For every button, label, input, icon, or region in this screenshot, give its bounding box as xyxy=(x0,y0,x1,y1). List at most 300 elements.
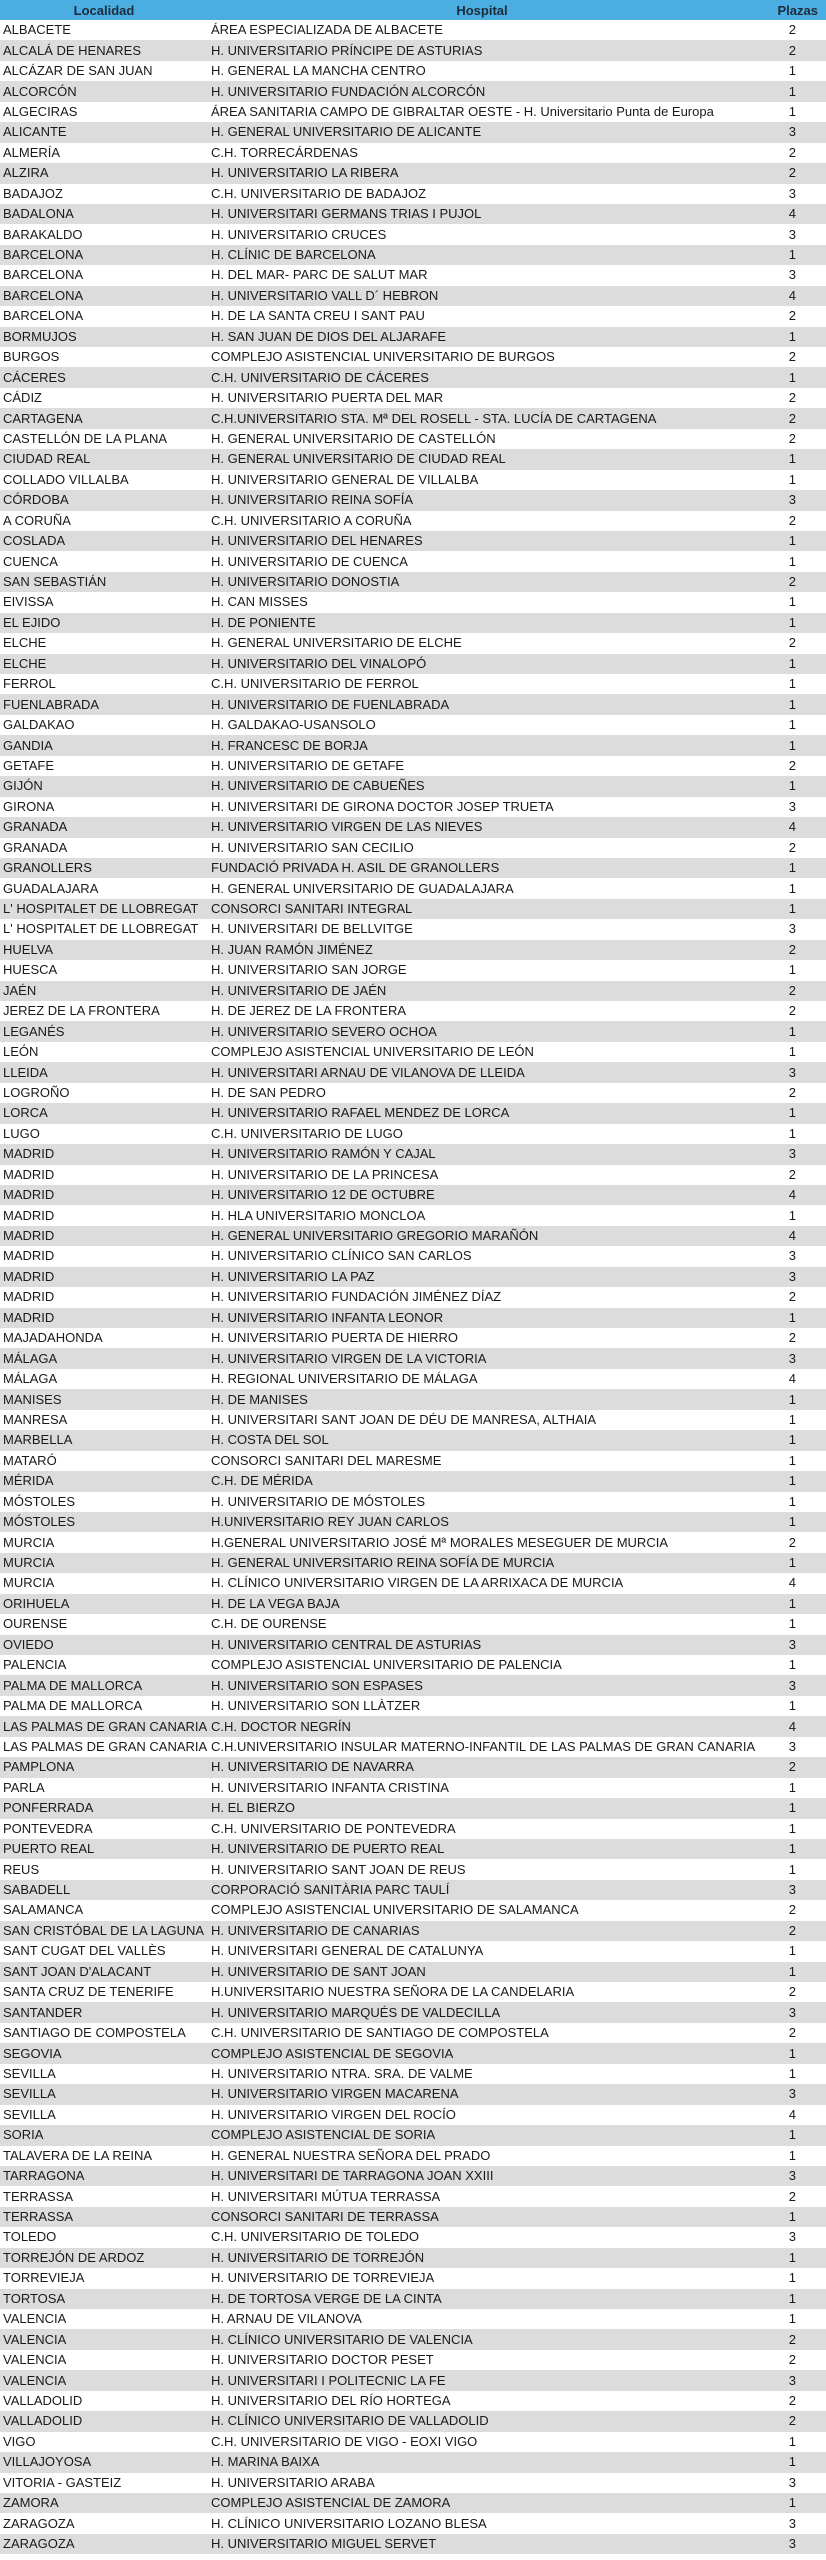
table-row xyxy=(0,1144,826,1164)
cell-hospital: H. UNIVERSITARIO FUNDACIÓN ALCORCÓN xyxy=(211,83,486,99)
cell-localidad: REUS xyxy=(3,1861,40,1877)
cell-hospital: H. UNIVERSITARIO REINA SOFÍA xyxy=(211,492,414,508)
cell-hospital: H. UNIVERSITARIO CLÍNICO SAN CARLOS xyxy=(211,1248,472,1264)
table-body xyxy=(0,20,826,2554)
cell-plazas: 1 xyxy=(788,1861,796,1877)
cell-localidad: CARTAGENA xyxy=(3,410,83,426)
cell-localidad: PAMPLONA xyxy=(3,1759,75,1775)
cell-plazas: 3 xyxy=(788,2229,796,2245)
cell-hospital: H. GENERAL UNIVERSITARIO DE ALICANTE xyxy=(211,124,482,140)
cell-plazas: 1 xyxy=(788,2209,796,2225)
cell-localidad: SANTANDER xyxy=(3,2004,83,2020)
cell-plazas: 2 xyxy=(788,1534,796,1550)
cell-plazas: 3 xyxy=(788,921,796,937)
cell-hospital: C.H. UNIVERSITARIO DE SANTIAGO DE COMPOSTELA xyxy=(211,2025,549,2041)
table-row xyxy=(0,2268,826,2288)
cell-plazas: 1 xyxy=(788,737,796,753)
table-row xyxy=(0,1900,826,1920)
table-row xyxy=(0,511,826,531)
cell-plazas: 2 xyxy=(788,308,796,324)
cell-plazas: 3 xyxy=(788,798,796,814)
cell-hospital: H. UNIVERSITARIO SON LLÀTZER xyxy=(211,1698,421,1714)
cell-hospital: H. GENERAL UNIVERSITARIO DE GUADALAJARA xyxy=(211,880,514,896)
cell-localidad: CÓRDOBA xyxy=(3,492,69,508)
cell-hospital: C.H. UNIVERSITARIO DE LUGO xyxy=(211,1125,403,1141)
cell-plazas: 4 xyxy=(788,819,796,835)
cell-plazas: 1 xyxy=(788,1555,796,1571)
cell-hospital: H. UNIVERSITARI GERMANS TRIAS I PUJOL xyxy=(211,206,482,222)
table-row xyxy=(0,1471,826,1491)
cell-plazas: 1 xyxy=(788,471,796,487)
cell-plazas: 2 xyxy=(788,1984,796,2000)
table-row xyxy=(0,2350,826,2370)
table-row xyxy=(0,1492,826,1512)
cell-plazas: 3 xyxy=(788,124,796,140)
cell-localidad: LUGO xyxy=(3,1125,40,1141)
cell-plazas: 1 xyxy=(788,594,796,610)
cell-plazas: 3 xyxy=(788,1064,796,1080)
cell-hospital: H. UNIVERSITARI I POLITECNIC LA FE xyxy=(211,2372,446,2388)
cell-hospital: H. UNIVERSITARIO PUERTA DEL MAR xyxy=(211,390,444,406)
cell-localidad: BARAKALDO xyxy=(3,226,83,242)
cell-hospital: H. UNIVERSITARIO DE PUERTO REAL xyxy=(211,1841,445,1857)
cell-localidad: TORREJÓN DE ARDOZ xyxy=(3,2249,145,2265)
table-row xyxy=(0,1512,826,1532)
column-header-localidad: Localidad xyxy=(0,0,208,20)
cell-plazas: 1 xyxy=(788,369,796,385)
cell-plazas: 1 xyxy=(788,533,796,549)
column-header-hospital: Hospital xyxy=(208,0,756,20)
cell-localidad: ALZIRA xyxy=(3,165,49,181)
cell-plazas: 1 xyxy=(788,1820,796,1836)
cell-localidad: JAÉN xyxy=(3,982,37,998)
cell-hospital: C.H. DE OURENSE xyxy=(211,1616,327,1632)
table-row xyxy=(0,1246,826,1266)
table-row xyxy=(0,2309,826,2329)
table-row xyxy=(0,449,826,469)
cell-localidad: VALENCIA xyxy=(3,2331,67,2347)
table-row xyxy=(0,1921,826,1941)
cell-hospital: H. UNIVERSITARIO DEL RÍO HORTEGA xyxy=(211,2392,451,2408)
cell-hospital: COMPLEJO ASISTENCIAL DE SORIA xyxy=(211,2127,436,2143)
cell-localidad: SEVILLA xyxy=(3,2086,56,2102)
cell-plazas: 1 xyxy=(788,2311,796,2327)
cell-hospital: H. UNIVERSITARIO GENERAL DE VILLALBA xyxy=(211,471,479,487)
table-row xyxy=(0,981,826,1001)
cell-hospital: H. DE LA VEGA BAJA xyxy=(211,1595,340,1611)
cell-localidad: MADRID xyxy=(3,1228,55,1244)
table-row xyxy=(0,1655,826,1675)
cell-plazas: 3 xyxy=(788,1146,796,1162)
cell-plazas: 1 xyxy=(788,1779,796,1795)
cell-plazas: 1 xyxy=(788,1698,796,1714)
table-row xyxy=(0,1553,826,1573)
table-row xyxy=(0,2146,826,2166)
table-row xyxy=(0,633,826,653)
table-row xyxy=(0,674,826,694)
cell-hospital: C.H.UNIVERSITARIO STA. Mª DEL ROSELL - STA. LUCÍA DE CARTAGENA xyxy=(211,410,657,426)
cell-hospital: H. UNIVERSITARIO MARQUÉS DE VALDECILLA xyxy=(211,2004,501,2020)
cell-hospital: H. COSTA DEL SOL xyxy=(211,1432,329,1448)
cell-hospital: H. UNIVERSITARIO SEVERO OCHOA xyxy=(211,1023,437,1039)
cell-hospital: H. UNIVERSITARIO MIGUEL SERVET xyxy=(211,2536,437,2552)
cell-hospital: H. DE SAN PEDRO xyxy=(211,1084,326,1100)
table-row xyxy=(0,1614,826,1634)
cell-plazas: 2 xyxy=(788,574,796,590)
table-row xyxy=(0,286,826,306)
cell-hospital: CONSORCI SANITARI DEL MARESME xyxy=(211,1452,442,1468)
cell-hospital: H. CLÍNICO UNIVERSITARIO DE VALLADOLID xyxy=(211,2413,489,2429)
cell-hospital: C.H.UNIVERSITARIO INSULAR MATERNO-INFANTIL DE LAS PALMAS DE GRAN CANARIA xyxy=(211,1738,756,1754)
cell-localidad: MADRID xyxy=(3,1187,55,1203)
cell-hospital: COMPLEJO ASISTENCIAL UNIVERSITARIO DE SALAMANCA xyxy=(211,1902,579,1918)
cell-hospital: H.UNIVERSITARIO REY JUAN CARLOS xyxy=(211,1514,449,1530)
table-row xyxy=(0,2411,826,2431)
cell-localidad: TARRAGONA xyxy=(3,2168,85,2184)
cell-hospital: H. UNIVERSITARIO DE TORREVIEJA xyxy=(211,2270,435,2286)
cell-plazas: 1 xyxy=(788,2454,796,2470)
cell-localidad: COSLADA xyxy=(3,533,66,549)
cell-localidad: PALMA DE MALLORCA xyxy=(3,1698,143,1714)
cell-plazas: 1 xyxy=(788,860,796,876)
cell-localidad: ALCÁZAR DE SAN JUAN xyxy=(3,63,153,79)
table-row xyxy=(0,388,826,408)
cell-plazas: 1 xyxy=(788,1493,796,1509)
cell-hospital: H. UNIVERSITARIO DE NAVARRA xyxy=(211,1759,414,1775)
cell-hospital: CORPORACIÓ SANITÀRIA PARC TAULÍ xyxy=(211,1882,450,1898)
cell-hospital: H. UNIVERSITARIO SAN CECILIO xyxy=(211,839,414,855)
table-row xyxy=(0,408,826,428)
table-row xyxy=(0,613,826,633)
cell-hospital: H. UNIVERSITARI ARNAU DE VILANOVA DE LLEIDA xyxy=(211,1064,525,1080)
cell-hospital: H. HLA UNIVERSITARIO MONCLOA xyxy=(211,1207,426,1223)
cell-plazas: 4 xyxy=(788,1575,796,1591)
cell-plazas: 2 xyxy=(788,430,796,446)
cell-hospital: C.H. TORRECÁRDENAS xyxy=(211,144,358,160)
cell-localidad: MURCIA xyxy=(3,1555,55,1571)
cell-plazas: 1 xyxy=(788,1616,796,1632)
cell-hospital: H. GALDAKAO-USANSOLO xyxy=(211,717,376,733)
cell-hospital: H. UNIVERSITARIO SON ESPASES xyxy=(211,1677,423,1693)
table-row xyxy=(0,20,826,40)
cell-localidad: EL EJIDO xyxy=(3,614,61,630)
cell-hospital: H. UNIVERSITARIO DE LA PRINCESA xyxy=(211,1166,439,1182)
cell-hospital: H. UNIVERSITARIO DE SANT JOAN xyxy=(211,1963,426,1979)
cell-hospital: H. UNIVERSITARIO CRUCES xyxy=(211,226,387,242)
cell-hospital: H. UNIVERSITARIO VIRGEN DE LA VICTORIA xyxy=(211,1350,487,1366)
cell-hospital: H. CLÍNICO UNIVERSITARIO LOZANO BLESA xyxy=(211,2515,487,2531)
cell-localidad: PONFERRADA xyxy=(3,1800,94,1816)
cell-hospital: H. GENERAL NUESTRA SEÑORA DEL PRADO xyxy=(211,2147,491,2163)
table-row xyxy=(0,899,826,919)
cell-hospital: H. UNIVERSITARIO DE CABUEÑES xyxy=(211,778,425,794)
table-row xyxy=(0,1635,826,1655)
cell-plazas: 1 xyxy=(788,655,796,671)
cell-localidad: SALAMANCA xyxy=(3,1902,84,1918)
cell-localidad: BARCELONA xyxy=(3,267,84,283)
table-row xyxy=(0,2473,826,2493)
table-row xyxy=(0,2513,826,2533)
cell-hospital: H. FRANCESC DE BORJA xyxy=(211,737,368,753)
cell-plazas: 1 xyxy=(788,1841,796,1857)
table-row xyxy=(0,919,826,939)
cell-hospital: COMPLEJO ASISTENCIAL DE SEGOVIA xyxy=(211,2045,454,2061)
table-row xyxy=(0,940,826,960)
table-row xyxy=(0,1839,826,1859)
cell-localidad: TORREVIEJA xyxy=(3,2270,85,2286)
cell-localidad: LEGANÉS xyxy=(3,1023,65,1039)
table-row xyxy=(0,1226,826,1246)
cell-localidad: ZARAGOZA xyxy=(3,2515,75,2531)
cell-localidad: PALENCIA xyxy=(3,1657,67,1673)
cell-hospital: H. UNIVERSITARIO ARABA xyxy=(211,2474,375,2490)
table-row xyxy=(0,1389,826,1409)
cell-plazas: 2 xyxy=(788,757,796,773)
cell-hospital: H.UNIVERSITARIO NUESTRA SEÑORA DE LA CANDELARIA xyxy=(211,1984,575,2000)
table-row xyxy=(0,2084,826,2104)
cell-hospital: H. UNIVERSITARIO DOCTOR PESET xyxy=(211,2352,434,2368)
cell-localidad: ZAMORA xyxy=(3,2495,59,2511)
table-row xyxy=(0,184,826,204)
cell-hospital: FUNDACIÓ PRIVADA H. ASIL DE GRANOLLERS xyxy=(211,860,500,876)
cell-plazas: 1 xyxy=(788,103,796,119)
table-row xyxy=(0,347,826,367)
cell-localidad: SEVILLA xyxy=(3,2106,56,2122)
table-row xyxy=(0,2329,826,2349)
cell-localidad: HUESCA xyxy=(3,962,58,978)
cell-plazas: 1 xyxy=(788,2495,796,2511)
cell-localidad: MADRID xyxy=(3,1289,55,1305)
table-row xyxy=(0,306,826,326)
cell-plazas: 3 xyxy=(788,2474,796,2490)
cell-localidad: ELCHE xyxy=(3,655,47,671)
cell-localidad: MÓSTOLES xyxy=(3,1493,76,1509)
table-row xyxy=(0,1451,826,1471)
cell-localidad: FUENLABRADA xyxy=(3,696,100,712)
table-row xyxy=(0,143,826,163)
cell-plazas: 1 xyxy=(788,553,796,569)
table-row xyxy=(0,858,826,878)
cell-hospital: COMPLEJO ASISTENCIAL UNIVERSITARIO DE PALENCIA xyxy=(211,1657,562,1673)
table-row xyxy=(0,1062,826,1082)
table-row xyxy=(0,1675,826,1695)
cell-hospital: H. UNIVERSITARIO INFANTA LEONOR xyxy=(211,1309,444,1325)
cell-plazas: 1 xyxy=(788,1595,796,1611)
cell-localidad: SANT JOAN D'ALACANT xyxy=(3,1963,152,1979)
cell-plazas: 1 xyxy=(788,962,796,978)
cell-localidad: GUADALAJARA xyxy=(3,880,99,896)
table-row xyxy=(0,1021,826,1041)
cell-hospital: H. UNIVERSITARIO FUNDACIÓN JIMÉNEZ DÍAZ xyxy=(211,1289,502,1305)
table-row xyxy=(0,1369,826,1389)
cell-plazas: 3 xyxy=(788,2086,796,2102)
cell-plazas: 2 xyxy=(788,1902,796,1918)
cell-plazas: 2 xyxy=(788,2331,796,2347)
table-row xyxy=(0,2105,826,2125)
cell-plazas: 1 xyxy=(788,247,796,263)
cell-plazas: 2 xyxy=(788,941,796,957)
table-row xyxy=(0,1185,826,1205)
cell-localidad: MANISES xyxy=(3,1391,62,1407)
cell-plazas: 2 xyxy=(788,1084,796,1100)
table-row xyxy=(0,470,826,490)
cell-hospital: H. UNIVERSITARIO DE TORREJÓN xyxy=(211,2249,425,2265)
cell-plazas: 4 xyxy=(788,1371,796,1387)
cell-plazas: 1 xyxy=(788,1309,796,1325)
cell-localidad: BARCELONA xyxy=(3,247,84,263)
cell-localidad: MÓSTOLES xyxy=(3,1514,76,1530)
table-row xyxy=(0,1798,826,1818)
cell-hospital: H. GENERAL UNIVERSITARIO DE CASTELLÓN xyxy=(211,430,496,446)
cell-localidad: MATARÓ xyxy=(3,1452,57,1468)
cell-plazas: 1 xyxy=(788,1411,796,1427)
table-row xyxy=(0,2289,826,2309)
cell-plazas: 1 xyxy=(788,2433,796,2449)
cell-plazas: 1 xyxy=(788,2065,796,2081)
cell-hospital: H. UNIVERSITARIO VIRGEN DEL ROCÍO xyxy=(211,2106,456,2122)
cell-plazas: 4 xyxy=(788,2106,796,2122)
cell-plazas: 3 xyxy=(788,2536,796,2552)
cell-localidad: BADAJOZ xyxy=(3,185,63,201)
cell-localidad: VALENCIA xyxy=(3,2311,67,2327)
cell-hospital: H. GENERAL UNIVERSITARIO DE CIUDAD REAL xyxy=(211,451,506,467)
cell-localidad: MANRESA xyxy=(3,1411,68,1427)
cell-localidad: GALDAKAO xyxy=(3,717,75,733)
table-row xyxy=(0,224,826,244)
cell-plazas: 3 xyxy=(788,267,796,283)
cell-localidad: TERRASSA xyxy=(3,2209,74,2225)
cell-plazas: 3 xyxy=(788,2004,796,2020)
table-row xyxy=(0,2186,826,2206)
cell-plazas: 1 xyxy=(788,1023,796,1039)
column-header-plazas: Plazas xyxy=(756,0,826,20)
table-row xyxy=(0,367,826,387)
table-row xyxy=(0,2002,826,2022)
cell-plazas: 2 xyxy=(788,2352,796,2368)
cell-plazas: 2 xyxy=(788,1759,796,1775)
cell-plazas: 1 xyxy=(788,778,796,794)
table-row xyxy=(0,1532,826,1552)
cell-hospital: H. ARNAU DE VILANOVA xyxy=(211,2311,362,2327)
cell-hospital: H. UNIVERSITARIO SANT JOAN DE REUS xyxy=(211,1861,466,1877)
cell-plazas: 1 xyxy=(788,614,796,630)
cell-localidad: LLEIDA xyxy=(3,1064,48,1080)
cell-plazas: 2 xyxy=(788,2413,796,2429)
cell-hospital: H. UNIVERSITARIO LA PAZ xyxy=(211,1268,375,1284)
cell-localidad: TOLEDO xyxy=(3,2229,57,2245)
cell-hospital: H.GENERAL UNIVERSITARIO JOSÉ Mª MORALES MESEGUER DE MURCIA xyxy=(211,1534,668,1550)
cell-hospital: H. UNIVERSITARI DE TARRAGONA JOAN XXIII xyxy=(211,2168,494,2184)
cell-hospital: H. EL BIERZO xyxy=(211,1800,296,1816)
cell-plazas: 1 xyxy=(788,880,796,896)
cell-localidad: CUENCA xyxy=(3,553,58,569)
cell-plazas: 1 xyxy=(788,1943,796,1959)
cell-localidad: HUELVA xyxy=(3,941,54,957)
cell-plazas: 2 xyxy=(788,839,796,855)
table-row xyxy=(0,756,826,776)
table-row xyxy=(0,1083,826,1103)
cell-localidad: L' HOSPITALET DE LLOBREGAT xyxy=(3,921,199,937)
table-row xyxy=(0,1941,826,1961)
cell-plazas: 3 xyxy=(788,1738,796,1754)
cell-plazas: 3 xyxy=(788,1268,796,1284)
cell-localidad: ZARAGOZA xyxy=(3,2536,75,2552)
cell-plazas: 4 xyxy=(788,1187,796,1203)
cell-hospital: H. DE JEREZ DE LA FRONTERA xyxy=(211,1003,407,1019)
cell-plazas: 1 xyxy=(788,83,796,99)
table-row xyxy=(0,2207,826,2227)
cell-hospital: H. UNIVERSITARIO VIRGEN DE LAS NIEVES xyxy=(211,819,483,835)
cell-localidad: ALCORCÓN xyxy=(3,83,77,99)
cell-localidad: ORIHUELA xyxy=(3,1595,70,1611)
cell-plazas: 2 xyxy=(788,1922,796,1938)
cell-localidad: ALBACETE xyxy=(3,22,71,38)
cell-hospital: H. GENERAL UNIVERSITARIO DE ELCHE xyxy=(211,635,462,651)
cell-hospital: COMPLEJO ASISTENCIAL UNIVERSITARIO DE LEÓN xyxy=(211,1044,534,1060)
cell-hospital: H. UNIVERSITARIO PRÍNCIPE DE ASTURIAS xyxy=(211,42,483,58)
cell-hospital: C.H. DE MÉRIDA xyxy=(211,1473,313,1489)
cell-hospital: H. UNIVERSITARIO DEL VINALOPÓ xyxy=(211,655,427,671)
cell-localidad: L' HOSPITALET DE LLOBREGAT xyxy=(3,901,199,917)
table-row xyxy=(0,40,826,60)
cell-plazas: 1 xyxy=(788,2270,796,2286)
cell-plazas: 1 xyxy=(788,1800,796,1816)
cell-localidad: GRANOLLERS xyxy=(3,860,92,876)
table-row xyxy=(0,531,826,551)
table-row xyxy=(0,551,826,571)
cell-localidad: VALENCIA xyxy=(3,2372,67,2388)
cell-localidad: GIJÓN xyxy=(3,778,43,794)
cell-plazas: 1 xyxy=(788,1963,796,1979)
table-row xyxy=(0,2391,826,2411)
cell-plazas: 1 xyxy=(788,2290,796,2306)
cell-plazas: 2 xyxy=(788,1003,796,1019)
cell-localidad: CIUDAD REAL xyxy=(3,451,91,467)
cell-hospital: CONSORCI SANITARI DE TERRASSA xyxy=(211,2209,439,2225)
table-row xyxy=(0,1001,826,1021)
cell-hospital: C.H. UNIVERSITARIO DE FERROL xyxy=(211,676,419,692)
table-row xyxy=(0,735,826,755)
table-row xyxy=(0,694,826,714)
cell-plazas: 1 xyxy=(788,328,796,344)
cell-localidad: MADRID xyxy=(3,1166,55,1182)
cell-plazas: 2 xyxy=(788,165,796,181)
cell-localidad: PALMA DE MALLORCA xyxy=(3,1677,143,1693)
cell-hospital: H. DEL MAR- PARC DE SALUT MAR xyxy=(211,267,428,283)
cell-localidad: VALENCIA xyxy=(3,2352,67,2368)
table-row xyxy=(0,1573,826,1593)
cell-localidad: ELCHE xyxy=(3,635,47,651)
cell-plazas: 1 xyxy=(788,1125,796,1141)
cell-plazas: 2 xyxy=(788,22,796,38)
cell-plazas: 4 xyxy=(788,1228,796,1244)
cell-localidad: EIVISSA xyxy=(3,594,54,610)
cell-plazas: 2 xyxy=(788,512,796,528)
cell-localidad: ALCALÁ DE HENARES xyxy=(3,42,141,58)
cell-localidad: COLLADO VILLALBA xyxy=(3,471,129,487)
table-row xyxy=(0,592,826,612)
table-row xyxy=(0,1859,826,1879)
table-row xyxy=(0,2166,826,2186)
cell-plazas: 1 xyxy=(788,1657,796,1673)
cell-localidad: VALLADOLID xyxy=(3,2392,83,2408)
table-row xyxy=(0,1124,826,1144)
cell-hospital: H. JUAN RAMÓN JIMÉNEZ xyxy=(211,941,373,957)
cell-plazas: 1 xyxy=(788,717,796,733)
cell-hospital: H. UNIVERSITARIO RAFAEL MENDEZ DE LORCA xyxy=(211,1105,510,1121)
cell-hospital: H. UNIVERSITARIO DE JAÉN xyxy=(211,982,387,998)
cell-plazas: 2 xyxy=(788,144,796,160)
